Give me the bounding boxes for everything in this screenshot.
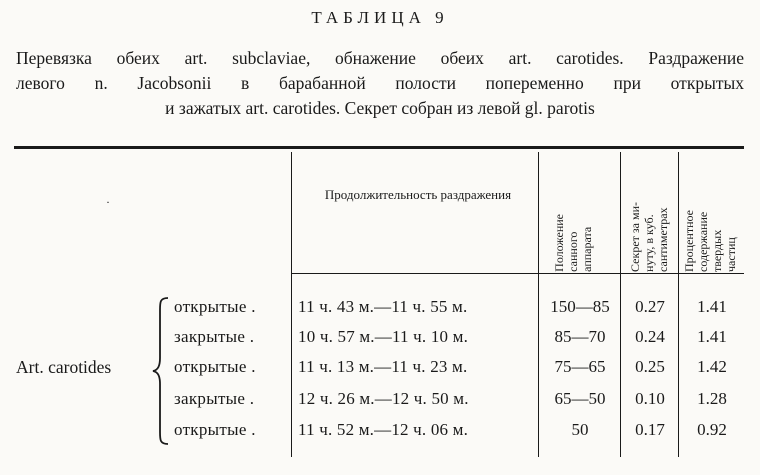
table-title: ТАБЛИЦА 9: [311, 8, 449, 27]
cell-state: закрытые .: [174, 327, 255, 346]
cell-state: открытые .: [174, 357, 256, 376]
cell-secretion: 0.25: [635, 357, 665, 376]
cell-state: открытые .: [174, 420, 256, 439]
cell-solids: 1.41: [697, 297, 727, 316]
cell-position: 75—65: [554, 357, 606, 376]
cell-position: 85—70: [554, 327, 606, 346]
cell-secretion: 0.10: [635, 389, 665, 408]
caption-line-2: левого n. Jacobsonii в барабанной полости попеременно при открытых: [16, 73, 744, 93]
column-divider: [538, 152, 539, 457]
cell-time: 10 ч. 57 м.—11 ч. 10 м.: [298, 327, 469, 346]
cell-state: открытые .: [174, 297, 256, 316]
cell-solids: 1.42: [697, 357, 727, 376]
cell-solids: 1.41: [697, 327, 727, 346]
curly-brace: [150, 296, 172, 446]
cell-position: 50: [571, 420, 589, 439]
cell-secretion: 0.17: [635, 420, 665, 439]
table-top-rule: [14, 146, 744, 149]
cell-time: 11 ч. 13 м.—11 ч. 23 м.: [298, 357, 468, 376]
header-secretion: Секрет за ми- нуту, в куб. сантиметрах: [628, 202, 670, 272]
column-divider: [620, 152, 621, 457]
cell-secretion: 0.27: [635, 297, 665, 316]
caption-line-1: Перевязка обеих art. subclaviae, обнажение обеих art. carotides. Раздражение: [16, 48, 744, 68]
cell-solids: 1.28: [697, 389, 727, 408]
cell-solids: 0.92: [697, 420, 727, 439]
header-solids: Процентное содержание твердых частиц: [682, 210, 738, 272]
column-divider: [291, 152, 292, 457]
cell-time: 11 ч. 43 м.—11 ч. 55 м.: [298, 297, 468, 316]
caption-line-3: и зажатых art. carotides. Секрет собран из левой gl. parotis: [165, 98, 595, 118]
row-group-label: Art. carotides: [16, 357, 112, 377]
cell-time: 11 ч. 52 м.—12 ч. 06 м.: [298, 420, 469, 439]
column-divider: [678, 152, 679, 457]
header-bottom-rule: [292, 273, 744, 274]
cell-state: закрытые .: [174, 389, 255, 408]
cell-position: 150—85: [550, 297, 610, 316]
header-duration: Продолжительность раздражения: [324, 187, 512, 202]
header-position: Положение санного аппарата: [552, 214, 594, 272]
cell-position: 65—50: [554, 389, 606, 408]
cell-time: 12 ч. 26 м.—12 ч. 50 м.: [298, 389, 469, 408]
stray-dot: ·: [106, 195, 110, 209]
cell-secretion: 0.24: [635, 327, 665, 346]
table-caption: [16, 46, 744, 121]
